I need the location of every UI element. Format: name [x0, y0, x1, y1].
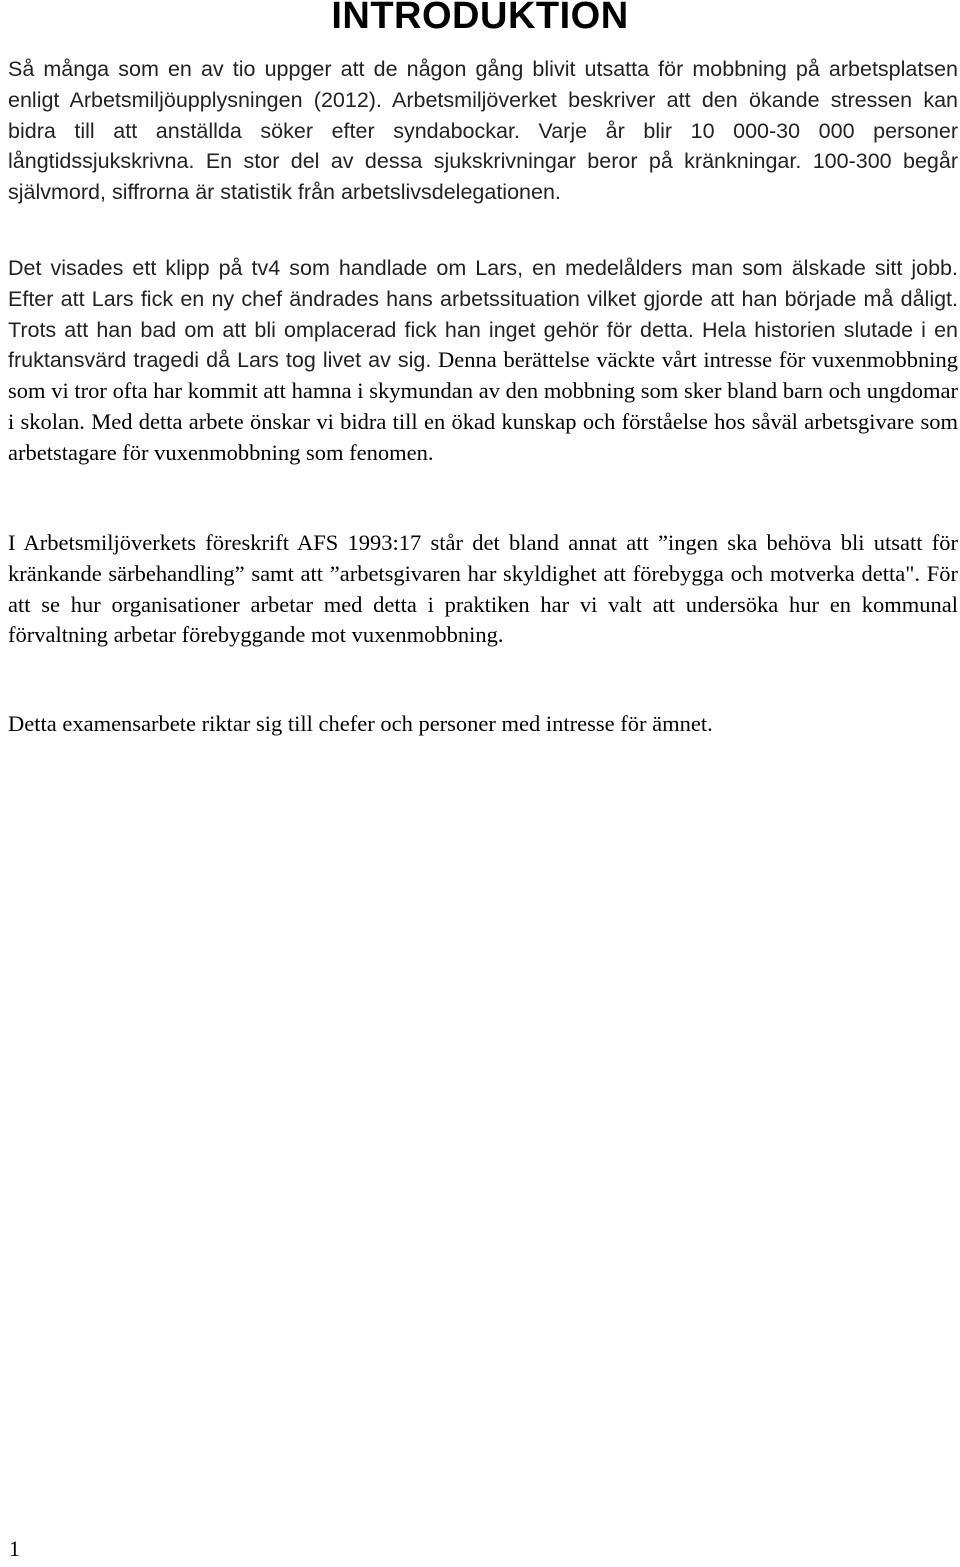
paragraph-2-part-1: Det visades ett klipp på tv4 som handlade om Lars, en medelålders man som älskade sitt jobb. Efter att Lars fick en ny chef ändrades hans arbetssituation vilket gjorde att han började må dåligt. Trots att han bad om att bli omplacerad fick han inget gehör för detta. Hela historien slutade i en fruktansvärd tragedi då Lars tog livet av sig.	[8, 256, 958, 373]
paragraph-lars-story	[8, 253, 958, 469]
paragraph-1-part-2: En stor del av dessa sjukskrivningar beror på kränkningar.	[194, 149, 802, 174]
paragraph-1-part-3: 100-300 begår självmord, siffrorna är statistik från arbetslivsdelegationen.	[8, 149, 958, 205]
paragraph-regulation: I Arbetsmiljöverkets föreskrift AFS 1993:17 står det bland annat att ”ingen ska behöva bli utsatt för kränkande särbehandling” samt att ”arbetsgivaren har skyldighet att förebygga och motverka detta". För att se hur organisationer arbetar med detta i praktiken har vi valt att undersöka hur en kommunal förvaltning arbetar förebyggande mot vuxenmobbning.	[8, 530, 958, 648]
page-title: INTRODUKTION	[331, 0, 629, 37]
paragraph-target-audience: Detta examensarbete riktar sig till chefer och personer med intresse för ämnet.	[8, 711, 713, 736]
paragraph-statistics	[8, 54, 958, 208]
paragraph-1-part-1: Så många som en av tio uppger att de någon gång blivit utsatta för mobbning på arbetsplatsen enligt Arbetsmiljöupplysningen (2012). Arbetsmiljöverket beskriver att den ökande stressen kan bidra till att anställda söker efter syndabockar. Varje år blir 10 000-30 000 personer långtidssjukskrivna.	[8, 57, 958, 174]
page-number: 1	[9, 1536, 20, 1561]
paragraph-2-part-2: Denna berättelse väckte vårt intresse för vuxenmobbning som vi tror ofta har kommit att hamna i skymundan av den mobbning som sker bland barn och ungdomar i skolan. Med detta arbete önskar vi bidra till en ökad kunskap och förståelse hos såväl arbetsgivare som arbetstagare för vuxenmobbning som fenomen.	[8, 347, 958, 465]
